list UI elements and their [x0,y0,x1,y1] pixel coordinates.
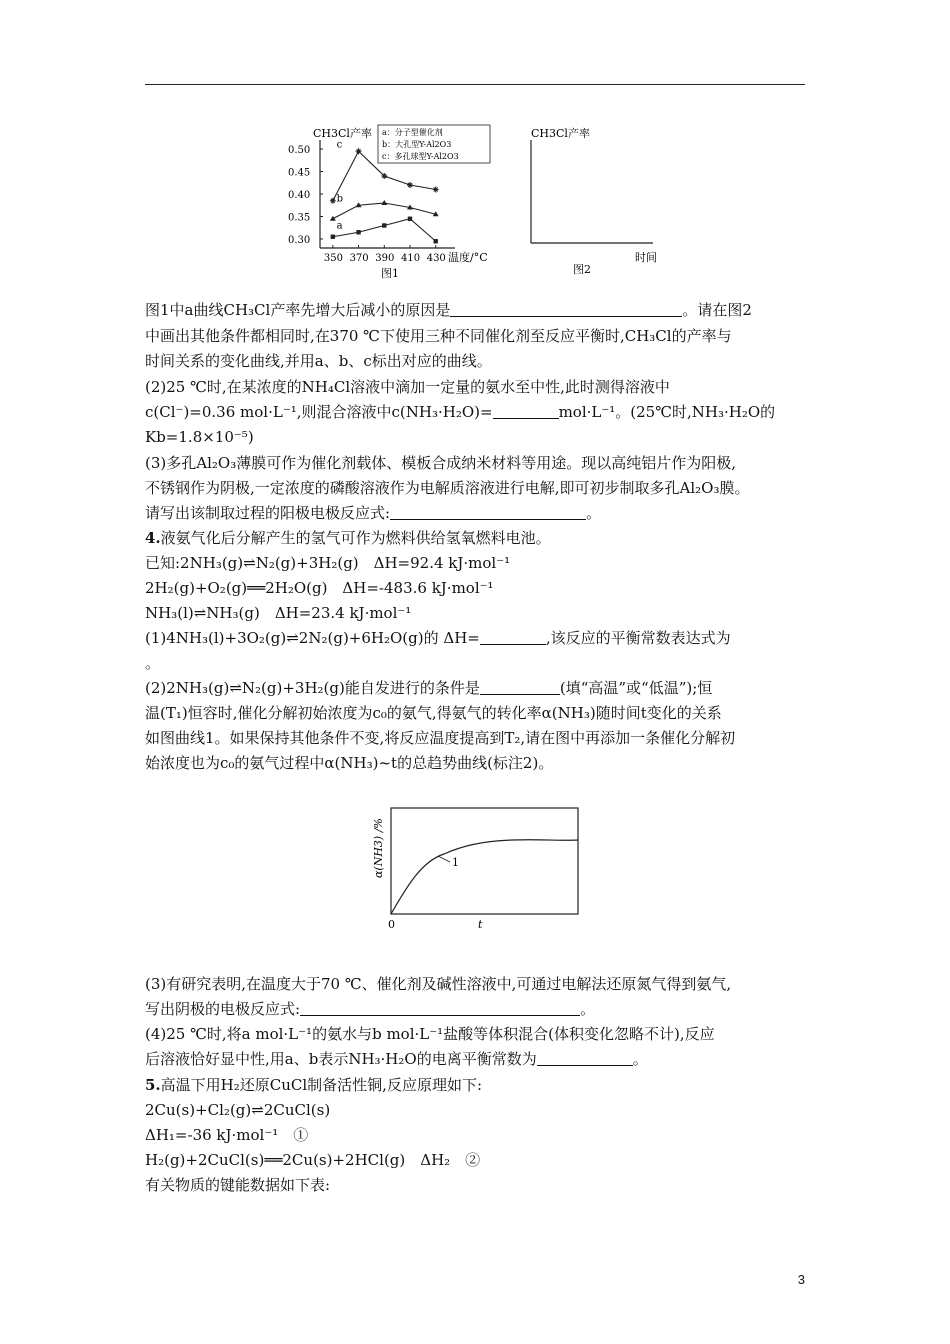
fig1-point-c [407,182,413,188]
fig1-legend-c: c：多孔球型Y-Al2O3 [382,152,459,161]
fig1-y-tick-label: 0.45 [288,167,311,179]
q4-eq1: 已知:2NH₃(g)⇌N₂(g)+3H₂(g) ΔH=92.4 kJ·mol⁻¹ [145,554,511,572]
fig1-series-label-b: b [336,193,343,205]
q4-part1-line1: (1)4NH₃(l)+3O₂(g)⇌2N₂(g)+6H₂O(g)的 ΔH= ,该反应的平衡常数表达式为 [145,629,731,647]
answer-blank-7[interactable] [537,1050,633,1066]
q4-part3-line2: 写出阴极的电极反应式: 。 [145,1000,596,1018]
fig1-series-line-a [333,219,436,242]
figures-1-2 [285,115,685,289]
fig1-x-tick-label: 410 [401,253,421,264]
fig1-point-a [382,223,386,227]
q4-part4-line1: (4)25 ℃时,将a mol·L⁻¹的氨水与b mol·L⁻¹盐酸等体积混合(体积变化忽略不计),反应 [145,1025,715,1043]
fig1-series-line-b [333,203,436,219]
fig1-point-c [330,198,336,204]
answer-blank-3[interactable] [390,504,586,520]
fig1-legend-b: b：大孔型Y-Al2O3 [382,140,452,149]
fig3-curve-label: 1 [452,856,459,869]
fig1-series-label-c: c [336,139,343,151]
fig1-y-tick-label: 0.35 [288,212,311,224]
fig3-xlabel: t [478,918,483,931]
fig1-x-tick-label: 370 [349,253,369,264]
q3-line3: 时间关系的变化曲线,并用a、b、c标出对应的曲线。 [145,352,492,370]
q5-table-intro: 有关物质的键能数据如下表: [145,1176,331,1194]
figure1 [288,125,490,280]
q3-line1: 图1中a曲线CH₃Cl产率先增大后减小的原因是 。请在图2 [145,301,752,319]
header-rule [145,84,805,85]
q4-part1-line2: 。 [145,654,161,672]
page-number: 3 [797,1272,805,1287]
fig1-y-tick-label: 0.30 [288,235,311,246]
fig1-point-c [433,187,439,193]
figure2 [531,126,657,276]
fig1-point-a [408,217,412,221]
fig1-x-tick-label: 390 [375,253,395,264]
fig1-fig2-svg [285,115,685,285]
q4-part2-line1: (2)2NH₃(g)⇌N₂(g)+3H₂(g)能自发进行的条件是 (填“高温”或“低温”);恒 [145,679,713,697]
q5-eq1-dh: ΔH₁=-36 kJ·mol⁻¹ ① [145,1126,309,1144]
fig1-point-a [356,230,360,234]
fig3-origin: 0 [388,918,395,931]
q3-part3-line1: (3)多孔Al₂O₃薄膜可作为催化剂载体、模板合成纳米材料等用途。现以高纯铝片作为阳极, [145,454,736,472]
fig1-xlabel: 温度/°C [448,251,488,264]
fig2-caption: 图2 [573,263,591,276]
q4-eq2: 2H₂(g)+O₂(g)══2H₂O(g) ΔH=-483.6 kJ·mol⁻¹ [145,579,494,597]
fig1-legend-a: a：分子型催化剂 [382,128,443,137]
fig1-point-a [434,239,438,243]
q3-part2-line1: (2)25 ℃时,在某浓度的NH₄Cl溶液中滴加一定量的氨水至中性,此时测得溶液中 [145,378,670,396]
answer-blank-1[interactable] [450,301,682,317]
fig2-ylabel: CH3Cl产率 [531,127,590,140]
fig1-ylabel: CH3Cl产率 [313,127,372,140]
fig1-point-a [331,235,335,239]
fig3-ylabel: α(NH3) /% [372,818,385,878]
fig3-curve-1 [391,840,578,914]
q5-eq1: 2Cu(s)+Cl₂(g)⇌2CuCl(s) [145,1101,331,1119]
q4-part2-line2: 温(T₁)恒容时,催化分解初始浓度为c₀的氨气,得氨气的转化率α(NH₃)随时间t变化的关系 [145,704,722,722]
q3-part2-line3: Kb=1.8×10⁻⁵) [145,428,254,446]
fig3-svg [362,806,592,936]
fig1-x-tick-label: 430 [426,253,446,264]
fig1-y-tick-label: 0.40 [288,190,311,201]
answer-blank-4[interactable] [480,629,546,645]
fig2-xlabel: 时间 [635,251,657,264]
q3-part3-line2: 不锈钢作为阴极,一定浓度的磷酸溶液作为电解质溶液进行电解,即可初步制取多孔Al₂O₃膜。 [145,479,750,497]
answer-blank-5[interactable] [480,679,560,695]
answer-blank-6[interactable] [300,1000,580,1016]
fig1-series-label-a: a [336,220,343,232]
fig1-point-b [381,200,387,205]
q4-part2-line4: 始浓度也为c₀的氨气过程中α(NH₃)~t的总趋势曲线(标注2)。 [145,754,554,772]
q4-eq3: NH₃(l)⇌NH₃(g) ΔH=23.4 kJ·mol⁻¹ [145,604,412,622]
q3-line2: 中画出其他条件都相同时,在370 ℃下使用三种不同催化剂至反应平衡时,CH₃Cl的产率与 [145,327,732,345]
answer-blank-2[interactable] [493,403,559,419]
figure3 [362,806,592,940]
q4-title: 4.液氨气化后分解产生的氢气可作为燃料供给氢氧燃料电池。 [145,529,551,547]
q5-eq2: H₂(g)+2CuCl(s)══2Cu(s)+2HCl(g) ΔH₂ ② [145,1151,481,1169]
fig1-y-tick-label: 0.50 [288,145,311,156]
q3-part3-line3: 请写出该制取过程的阳极电极反应式: 。 [145,504,602,522]
fig1-x-tick-label: 350 [323,253,343,264]
fig1-caption: 图1 [381,267,399,280]
q5-title: 5.高温下用H₂还原CuCl制备活性铜,反应原理如下: [145,1076,483,1094]
q4-part3-line1: (3)有研究表明,在温度大于70 ℃、催化剂及碱性溶液中,可通过电解法还原氮气得到氨气, [145,975,732,993]
fig1-y-ticks [288,145,323,246]
q3-part2-line2: c(Cl⁻)=0.36 mol·L⁻¹,则混合溶液中c(NH₃·H₂O)= mol·L⁻¹。(25℃时,NH₃·H₂O的 [145,403,776,421]
q4-part2-line3: 如图曲线1。如果保持其他条件不变,将反应温度提高到T₂,请在图中再添加一条催化分解初 [145,729,736,747]
q4-part4-line2: 后溶液恰好显中性,用a、b表示NH₃·H₂O的电离平衡常数为 。 [145,1050,648,1068]
